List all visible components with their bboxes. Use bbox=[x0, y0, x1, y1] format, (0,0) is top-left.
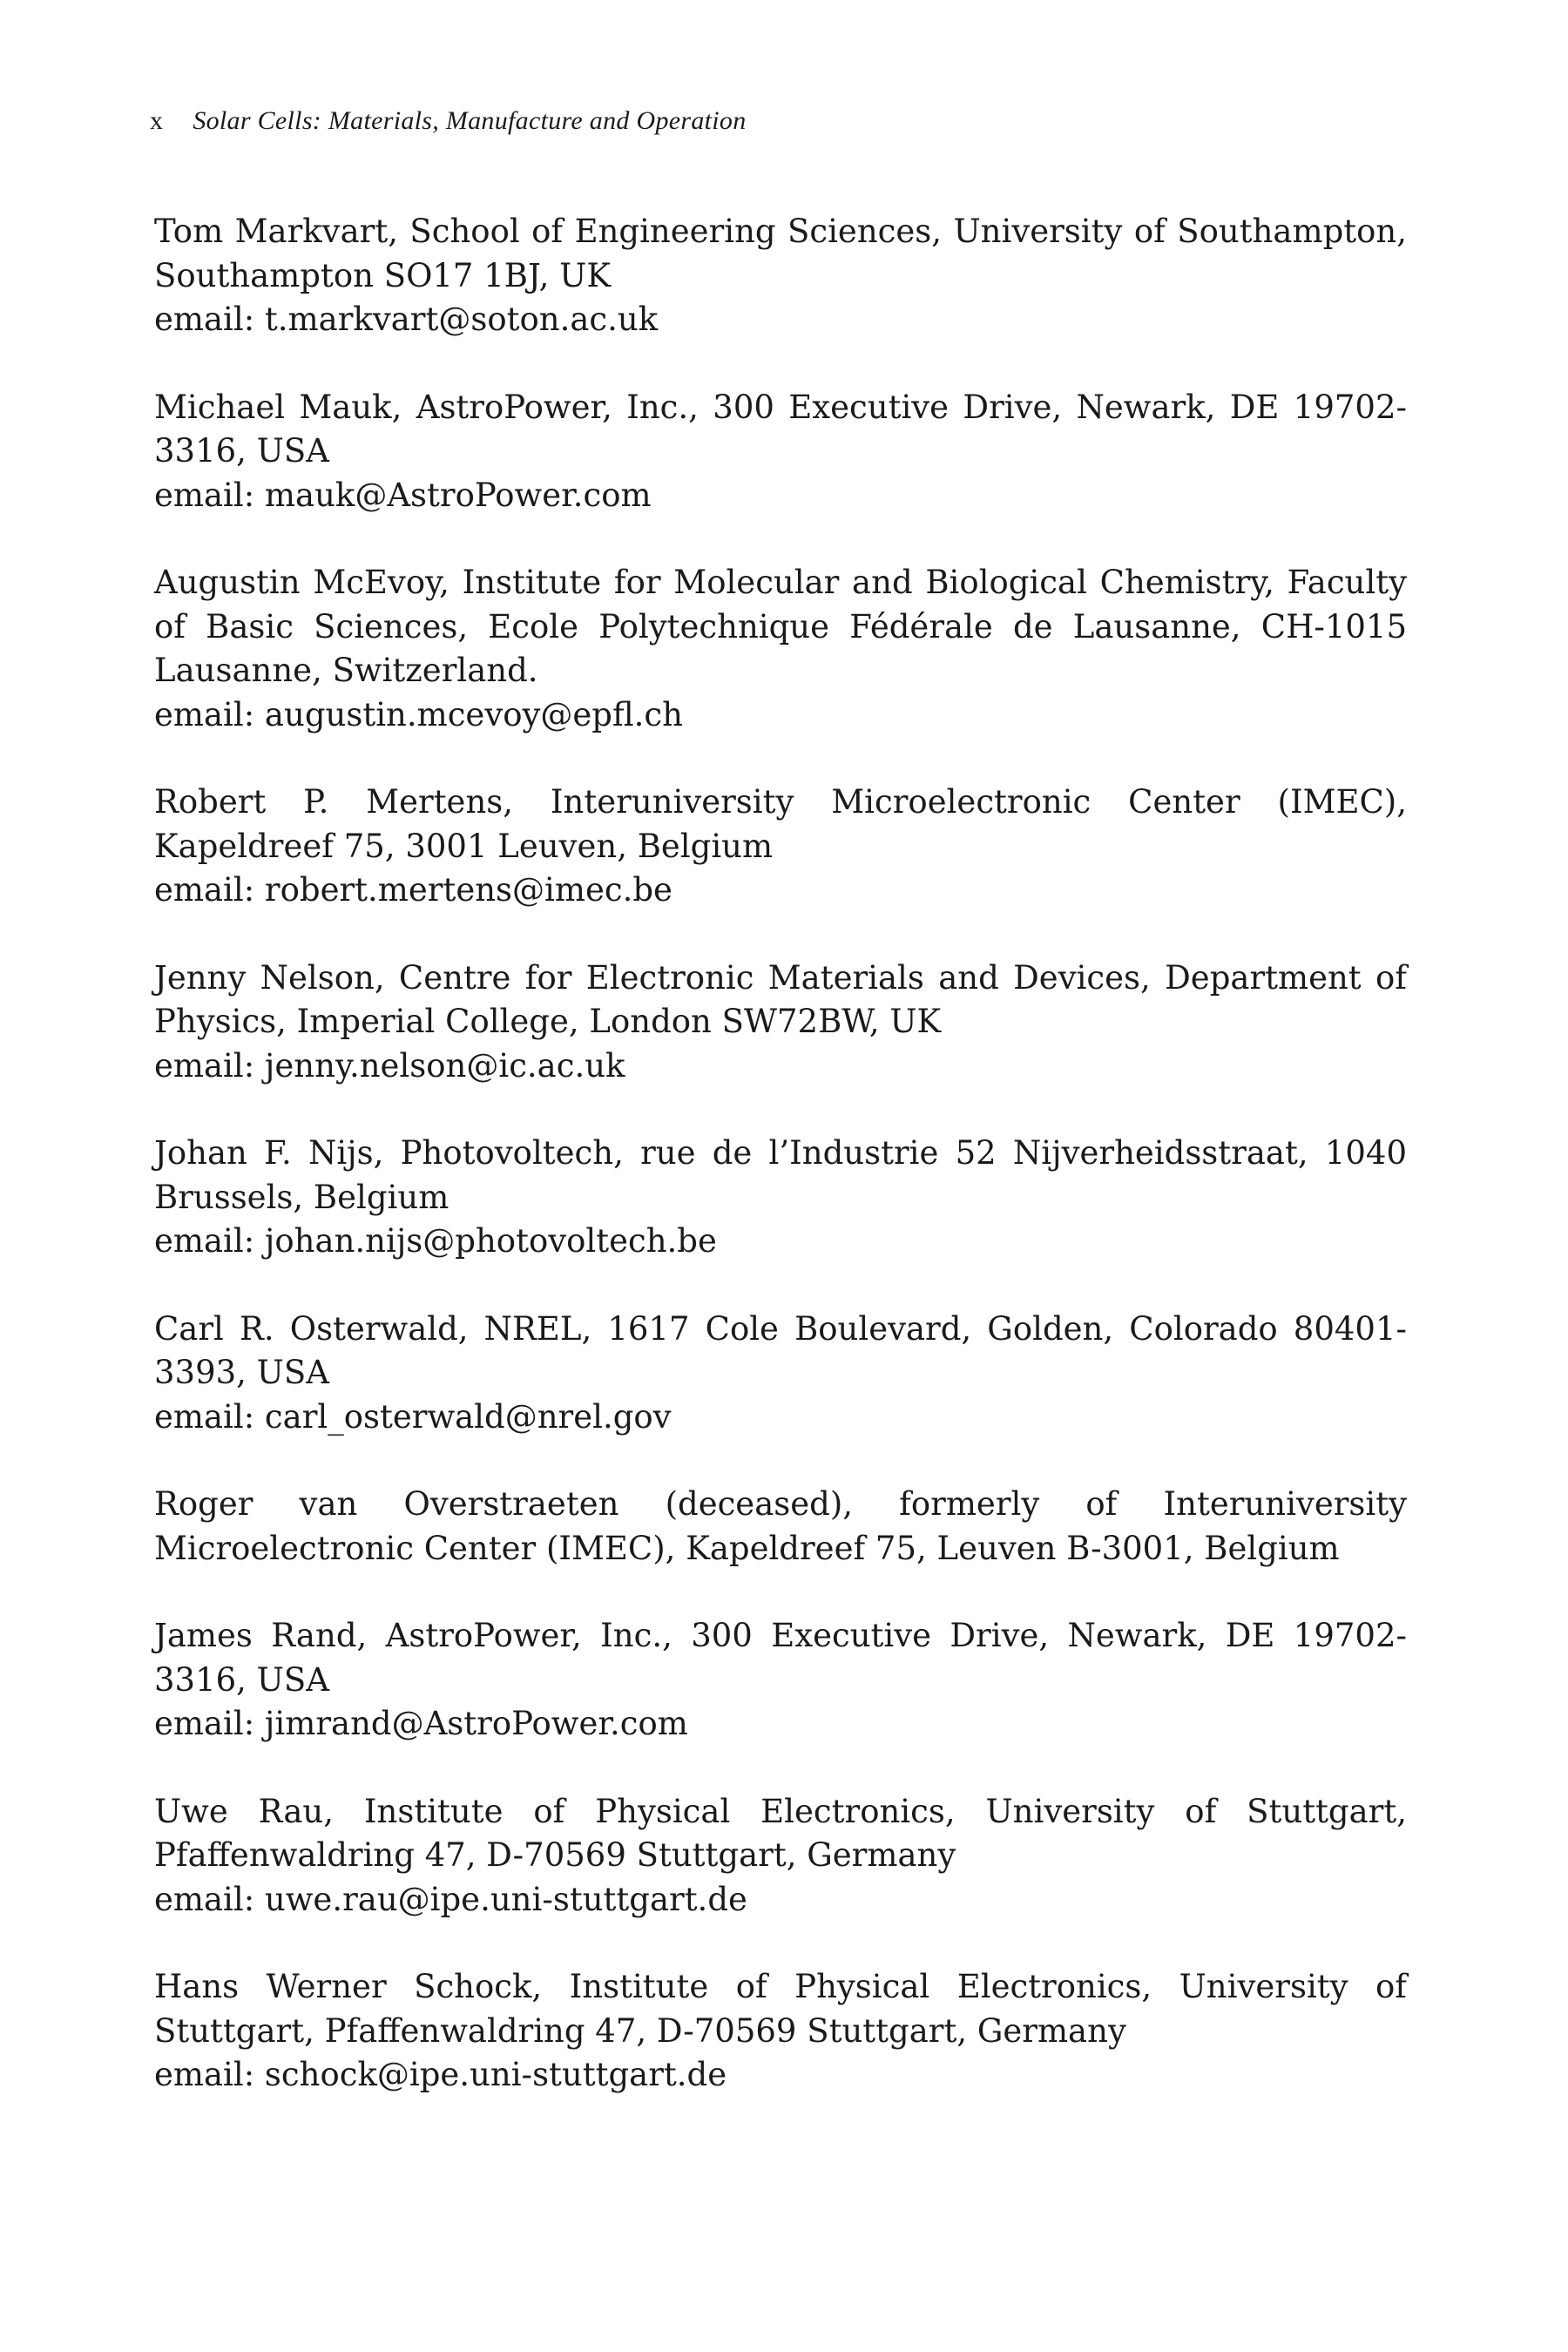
page-number: x bbox=[150, 106, 164, 135]
contributor-email: email: uwe.rau@ipe.uni-stuttgart.de bbox=[154, 1880, 747, 1918]
contributor-entry bbox=[154, 1132, 1407, 1264]
contributor-email: email: mauk@AstroPower.com bbox=[154, 476, 652, 514]
contributor-email: email: augustin.mcevoy@epfl.ch bbox=[154, 695, 683, 733]
book-title: Solar Cells: Materials, Manufacture and Operation bbox=[193, 106, 747, 135]
contributor-entry bbox=[154, 1614, 1407, 1747]
contributor-entry bbox=[154, 210, 1407, 342]
contributor-affiliation: Carl R. Osterwald, NREL, 1617 Cole Boulevard, Golden, Colorado 80401-3393, USA bbox=[154, 1309, 1407, 1391]
contributor-entry bbox=[154, 1483, 1407, 1571]
contributor-affiliation: Johan F. Nijs, Photovoltech, rue de l’Industrie 52 Nijverheidsstraat, 1040 Brussels, Belgium bbox=[154, 1134, 1407, 1216]
contributor-affiliation: Tom Markvart, School of Engineering Sciences, University of Southampton, Southampton SO17 1BJ, UK bbox=[154, 213, 1407, 294]
contributor-email: email: johan.nijs@photovoltech.be bbox=[154, 1222, 717, 1260]
contributor-email: email: jimrand@AstroPower.com bbox=[154, 1705, 688, 1742]
contributor-email: email: jenny.nelson@ic.ac.uk bbox=[154, 1046, 625, 1085]
contributor-affiliation: Augustin McEvoy, Institute for Molecular and Biological Chemistry, Faculty of Basic Sciences, Ecole Polytechnique Fédérale de Lausanne, CH-1015 Lausanne, Switzerland. bbox=[154, 564, 1407, 689]
contributor-affiliation: Robert P. Mertens, Interuniversity Microelectronic Center (IMEC), Kapeldreef 75, 3001 Leuven, Belgium bbox=[154, 783, 1407, 865]
contributor-email: email: schock@ipe.uni-stuttgart.de bbox=[154, 2056, 727, 2093]
contributor-email: email: robert.mertens@imec.be bbox=[154, 871, 672, 909]
contributor-affiliation: Jenny Nelson, Centre for Electronic Materials and Devices, Department of Physics, Imperial College, London SW72BW, UK bbox=[154, 958, 1407, 1040]
contributor-affiliation: Hans Werner Schock, Institute of Physical Electronics, University of Stuttgart, Pfaffenwaldring 47, D-70569 Stuttgart, Germany bbox=[154, 1968, 1407, 2050]
contributor-entry bbox=[154, 1790, 1407, 1923]
contributor-email: email: t.markvart@soton.ac.uk bbox=[154, 301, 659, 338]
contributor-email: email: carl_osterwald@nrel.gov bbox=[154, 1397, 672, 1436]
contributor-affiliation: James Rand, AstroPower, Inc., 300 Executive Drive, Newark, DE 19702-3316, USA bbox=[154, 1617, 1407, 1699]
contributor-entry bbox=[154, 561, 1407, 737]
contributor-affiliation: Roger van Overstraeten (deceased), formerly of Interuniversity Microelectronic Center (IMEC), Kapeldreef 75, Leuven B-3001, Belgium bbox=[154, 1485, 1407, 1567]
contributor-affiliation: Uwe Rau, Institute of Physical Electronics, University of Stuttgart, Pfaffenwaldring 47, D-70569 Stuttgart, Germany bbox=[154, 1792, 1407, 1874]
contributor-affiliation: Michael Mauk, AstroPower, Inc., 300 Executive Drive, Newark, DE 19702-3316, USA bbox=[154, 388, 1407, 470]
contributor-entry bbox=[154, 1965, 1407, 2098]
contributor-entry bbox=[154, 956, 1407, 1089]
contributor-list bbox=[154, 210, 1407, 2141]
contributor-entry bbox=[154, 781, 1407, 913]
running-head bbox=[150, 106, 747, 136]
contributor-entry bbox=[154, 1308, 1407, 1440]
contributor-entry bbox=[154, 386, 1407, 518]
